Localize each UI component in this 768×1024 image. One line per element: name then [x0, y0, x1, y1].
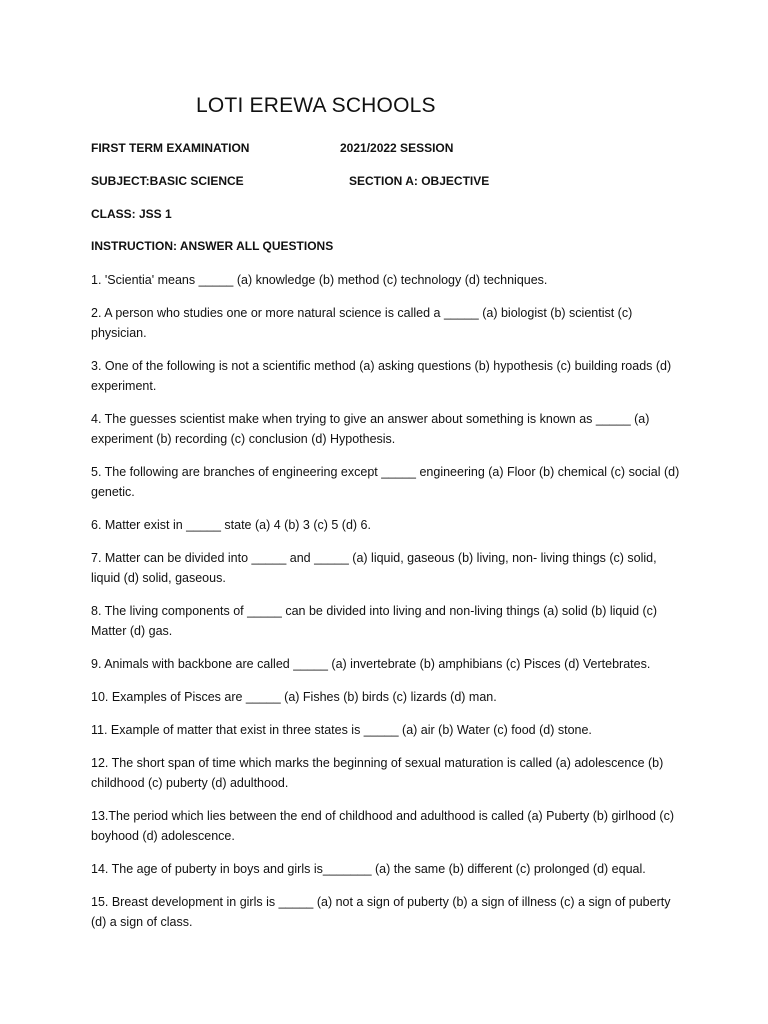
question-item: 1. 'Scientia' means _____ (a) knowledge (b) method (c) technology (d) techniques. — [91, 273, 548, 287]
question-item: 7. Matter can be divided into _____ and _____ (a) liquid, gaseous (b) living, non- living things (c) solid, liquid (d) solid, gaseous. — [91, 551, 657, 585]
question-item: 15. Breast development in girls is _____ (a) not a sign of puberty (b) a sign of illness (c) a sign of puberty (d) a sign of class. — [91, 895, 671, 929]
school-name: LOTI EREWA SCHOOLS — [196, 94, 436, 117]
question-item: 11. Example of matter that exist in three states is _____ (a) air (b) Water (c) food (d) stone. — [91, 723, 592, 737]
question-item: 4. The guesses scientist make when trying to give an answer about something is known as _____ (a) experiment (b) recording (c) conclusion (d) Hypothesis. — [91, 412, 650, 446]
question-item: 13.The period which lies between the end of childhood and adulthood is called (a) Puberty (b) girlhood (c) boyhood (d) adolescence. — [91, 809, 674, 843]
exam-name: FIRST TERM EXAMINATION — [91, 141, 250, 155]
question-item: 9. Animals with backbone are called _____ (a) invertebrate (b) amphibians (c) Pisces (d) Vertebrates. — [91, 657, 651, 671]
class-label: CLASS: JSS 1 — [91, 207, 172, 221]
subject: SUBJECT:BASIC SCIENCE — [91, 174, 244, 188]
question-item: 2. A person who studies one or more natural science is called a _____ (a) biologist (b) scientist (c) physician. — [91, 306, 633, 340]
question-list — [91, 270, 681, 932]
question-item: 12. The short span of time which marks the beginning of sexual maturation is called (a) adolescence (b) childhood (c) puberty (d) adulthood. — [91, 756, 664, 790]
section: SECTION A: OBJECTIVE — [349, 174, 490, 188]
question-item: 5. The following are branches of engineering except _____ engineering (a) Floor (b) chemical (c) social (d) genetic. — [91, 465, 680, 499]
session: 2021/2022 SESSION — [340, 141, 454, 155]
question-item: 10. Examples of Pisces are _____ (a) Fishes (b) birds (c) lizards (d) man. — [91, 690, 497, 704]
question-item: 14. The age of puberty in boys and girls is_______ (a) the same (b) different (c) prolonged (d) equal. — [91, 862, 646, 876]
instruction: INSTRUCTION: ANSWER ALL QUESTIONS — [91, 239, 334, 253]
question-item: 3. One of the following is not a scientific method (a) asking questions (b) hypothesis (c) building roads (d) experiment. — [91, 359, 672, 393]
question-item: 6. Matter exist in _____ state (a) 4 (b) 3 (c) 5 (d) 6. — [91, 518, 371, 532]
question-item: 8. The living components of _____ can be divided into living and non-living things (a) solid (b) liquid (c) Matter (d) gas. — [91, 604, 658, 638]
